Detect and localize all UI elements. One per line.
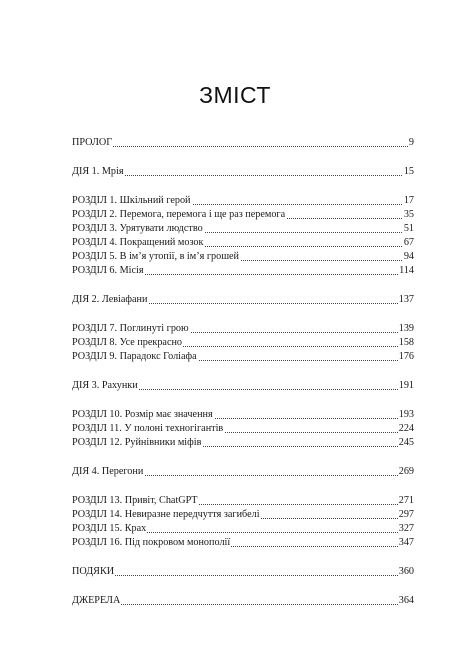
toc-entry-page: 224 xyxy=(398,423,414,434)
toc-entry-page: 139 xyxy=(398,323,414,334)
toc-entry-chapter-15[interactable] xyxy=(72,522,414,536)
toc-entry-title: РОЗДІЛ 12. Руйнівники міфів xyxy=(72,437,202,448)
toc-entry-chapter-11[interactable] xyxy=(72,422,414,436)
toc-entry-page: 137 xyxy=(398,294,414,305)
toc-entry-title: РОЗДІЛ 3. Урятувати людство xyxy=(72,223,203,234)
toc-entry-title: ДІЯ 1. Мрія xyxy=(72,166,124,177)
toc-entry-page: 360 xyxy=(398,566,414,577)
toc-entry-chapter-3[interactable] xyxy=(72,222,414,236)
toc-entry-page: 327 xyxy=(398,523,414,534)
toc-entry-page: 15 xyxy=(403,166,414,177)
toc-entry-title: ДІЯ 3. Рахунки xyxy=(72,380,138,391)
toc-entry-title: РОЗДІЛ 13. Привіт, ChatGPT xyxy=(72,495,198,506)
toc-entry-title: РОЗДІЛ 16. Під покровом монополії xyxy=(72,537,231,548)
toc-entry-page: 191 xyxy=(398,380,414,391)
toc-entry-page: 176 xyxy=(398,351,414,362)
page-title: ЗМІСТ xyxy=(199,82,271,108)
toc-entry-page: 114 xyxy=(399,265,414,276)
toc-entry-title: ДЖЕРЕЛА xyxy=(72,595,121,606)
toc-entry-title: РОЗДІЛ 7. Поглинуті грою xyxy=(72,323,189,334)
toc-entry-chapter-1[interactable] xyxy=(72,194,414,208)
toc-entry-title: ПРОЛОГ xyxy=(72,137,113,148)
toc-entry-sources[interactable] xyxy=(72,594,414,608)
toc-entry-chapter-13[interactable] xyxy=(72,494,414,508)
toc-entry-title: РОЗДІЛ 2. Перемога, перемога і ще раз перемога xyxy=(72,209,286,220)
toc-entry-page: 67 xyxy=(403,237,414,248)
toc-entry-page: 17 xyxy=(403,195,414,206)
toc-entry-page: 297 xyxy=(398,509,414,520)
toc-entry-chapter-5[interactable] xyxy=(72,250,414,264)
toc-entry-act-3[interactable] xyxy=(72,379,414,393)
toc-entry-chapter-9[interactable] xyxy=(72,350,414,364)
toc-entry-title: ДІЯ 2. Левіафани xyxy=(72,294,148,305)
toc-entry-act-4[interactable] xyxy=(72,465,414,479)
toc-entry-chapter-8[interactable] xyxy=(72,336,414,350)
toc-entry-title: РОЗДІЛ 8. Усе прекрасно xyxy=(72,337,183,348)
toc-entry-title: РОЗДІЛ 15. Крах xyxy=(72,523,147,534)
toc-entry-page: 269 xyxy=(398,466,414,477)
toc-entry-title: РОЗДІЛ 11. У полоні техногігантів xyxy=(72,423,224,434)
dot-leader xyxy=(72,604,414,605)
toc-entry-title: РОЗДІЛ 4. Покращений мозок xyxy=(72,237,204,248)
toc-entry-chapter-12[interactable] xyxy=(72,436,414,450)
toc-entry-title: РОЗДІЛ 6. Місія xyxy=(72,265,144,276)
toc-entry-page: 9 xyxy=(408,137,414,148)
toc-entry-chapter-2[interactable] xyxy=(72,208,414,222)
toc-entry-act-2[interactable] xyxy=(72,293,414,307)
toc-entry-title: ДІЯ 4. Перегони xyxy=(72,466,144,477)
toc-entry-title: РОЗДІЛ 5. В ім’я утопії, в ім’я грошей xyxy=(72,251,240,262)
toc-entry-page: 347 xyxy=(398,537,414,548)
table-of-contents xyxy=(72,136,414,608)
toc-entry-title: РОЗДІЛ 14. Невиразне передчуття загибелі xyxy=(72,509,260,520)
toc-entry-title: РОЗДІЛ 9. Парадокс Голіафа xyxy=(72,351,197,362)
toc-entry-chapter-14[interactable] xyxy=(72,508,414,522)
toc-entry-page: 271 xyxy=(398,495,414,506)
dot-leader xyxy=(72,575,414,576)
toc-entry-chapter-7[interactable] xyxy=(72,322,414,336)
toc-entry-page: 94 xyxy=(403,251,414,262)
toc-entry-page: 364 xyxy=(398,595,414,606)
dot-leader xyxy=(72,146,414,147)
toc-entry-act-1[interactable] xyxy=(72,165,414,179)
toc-entry-title: РОЗДІЛ 1. Шкільний герой xyxy=(72,195,191,206)
toc-entry-prologue[interactable] xyxy=(72,136,414,150)
toc-entry-title: РОЗДІЛ 10. Розмір має значення xyxy=(72,409,213,420)
toc-entry-page: 51 xyxy=(403,223,414,234)
toc-entry-chapter-10[interactable] xyxy=(72,408,414,422)
toc-entry-page: 193 xyxy=(398,409,414,420)
toc-entry-acknowledgments[interactable] xyxy=(72,565,414,579)
toc-entry-title: ПОДЯКИ xyxy=(72,566,115,577)
toc-entry-chapter-16[interactable] xyxy=(72,536,414,550)
toc-entry-chapter-6[interactable] xyxy=(72,264,414,278)
toc-entry-page: 245 xyxy=(398,437,414,448)
toc-entry-page: 158 xyxy=(398,337,414,348)
toc-entry-chapter-4[interactable] xyxy=(72,236,414,250)
toc-entry-page: 35 xyxy=(403,209,414,220)
